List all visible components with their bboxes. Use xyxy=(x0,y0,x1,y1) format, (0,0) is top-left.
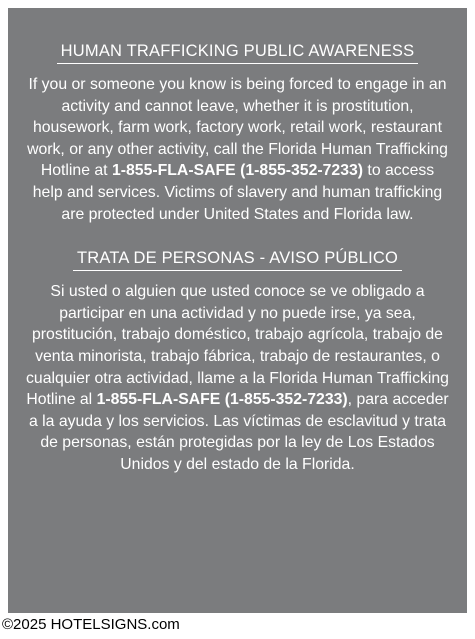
spanish-title: TRATA DE PERSONAS - AVISO PÚBLICO xyxy=(73,249,402,271)
english-title: HUMAN TRAFFICKING PUBLIC AWARENESS xyxy=(57,42,419,64)
english-section xyxy=(26,42,449,225)
awareness-sign xyxy=(8,8,467,613)
english-hotline: 1-855-FLA-SAFE (1-855-352-7233) xyxy=(111,162,364,180)
english-body-text-end: to access help and services. Victims of slavery and human trafficking are protected under United States and Florida law. xyxy=(32,162,443,223)
english-body-text: If you or someone you know is being forced to engage in an activity and cannot leave, whether it is prostitution, housework, farm work, factory work, retail work, restaurant work, or any other activity, call the Florida Human Trafficking Hotline at xyxy=(27,76,448,180)
english-body xyxy=(26,74,449,225)
spanish-body-text: Si usted o alguien que usted conoce se ve obligado a participar en una actividad y no puede irse, ya sea, prostitución, trabajo doméstico, trabajo agrícola, trabajo de venta minorista, trabajo fábrica, trabajo de restaurantes, o cualquier otra actividad, llame a la Florida Human Trafficking Hotline al xyxy=(26,283,449,409)
spanish-section xyxy=(26,249,449,475)
spanish-hotline: 1-855-FLA-SAFE (1-855-352-7233) xyxy=(96,391,348,409)
spanish-body-text-end: , para acceder a la ayuda y los servicios. Las víctimas de esclavitud y trata de personas, están protegidas por la ley de Los Estados Unidos y del estado de la Florida. xyxy=(28,391,449,473)
copyright-text: ©2025 HOTELSIGNS.com xyxy=(2,616,180,633)
spanish-body xyxy=(26,281,449,475)
